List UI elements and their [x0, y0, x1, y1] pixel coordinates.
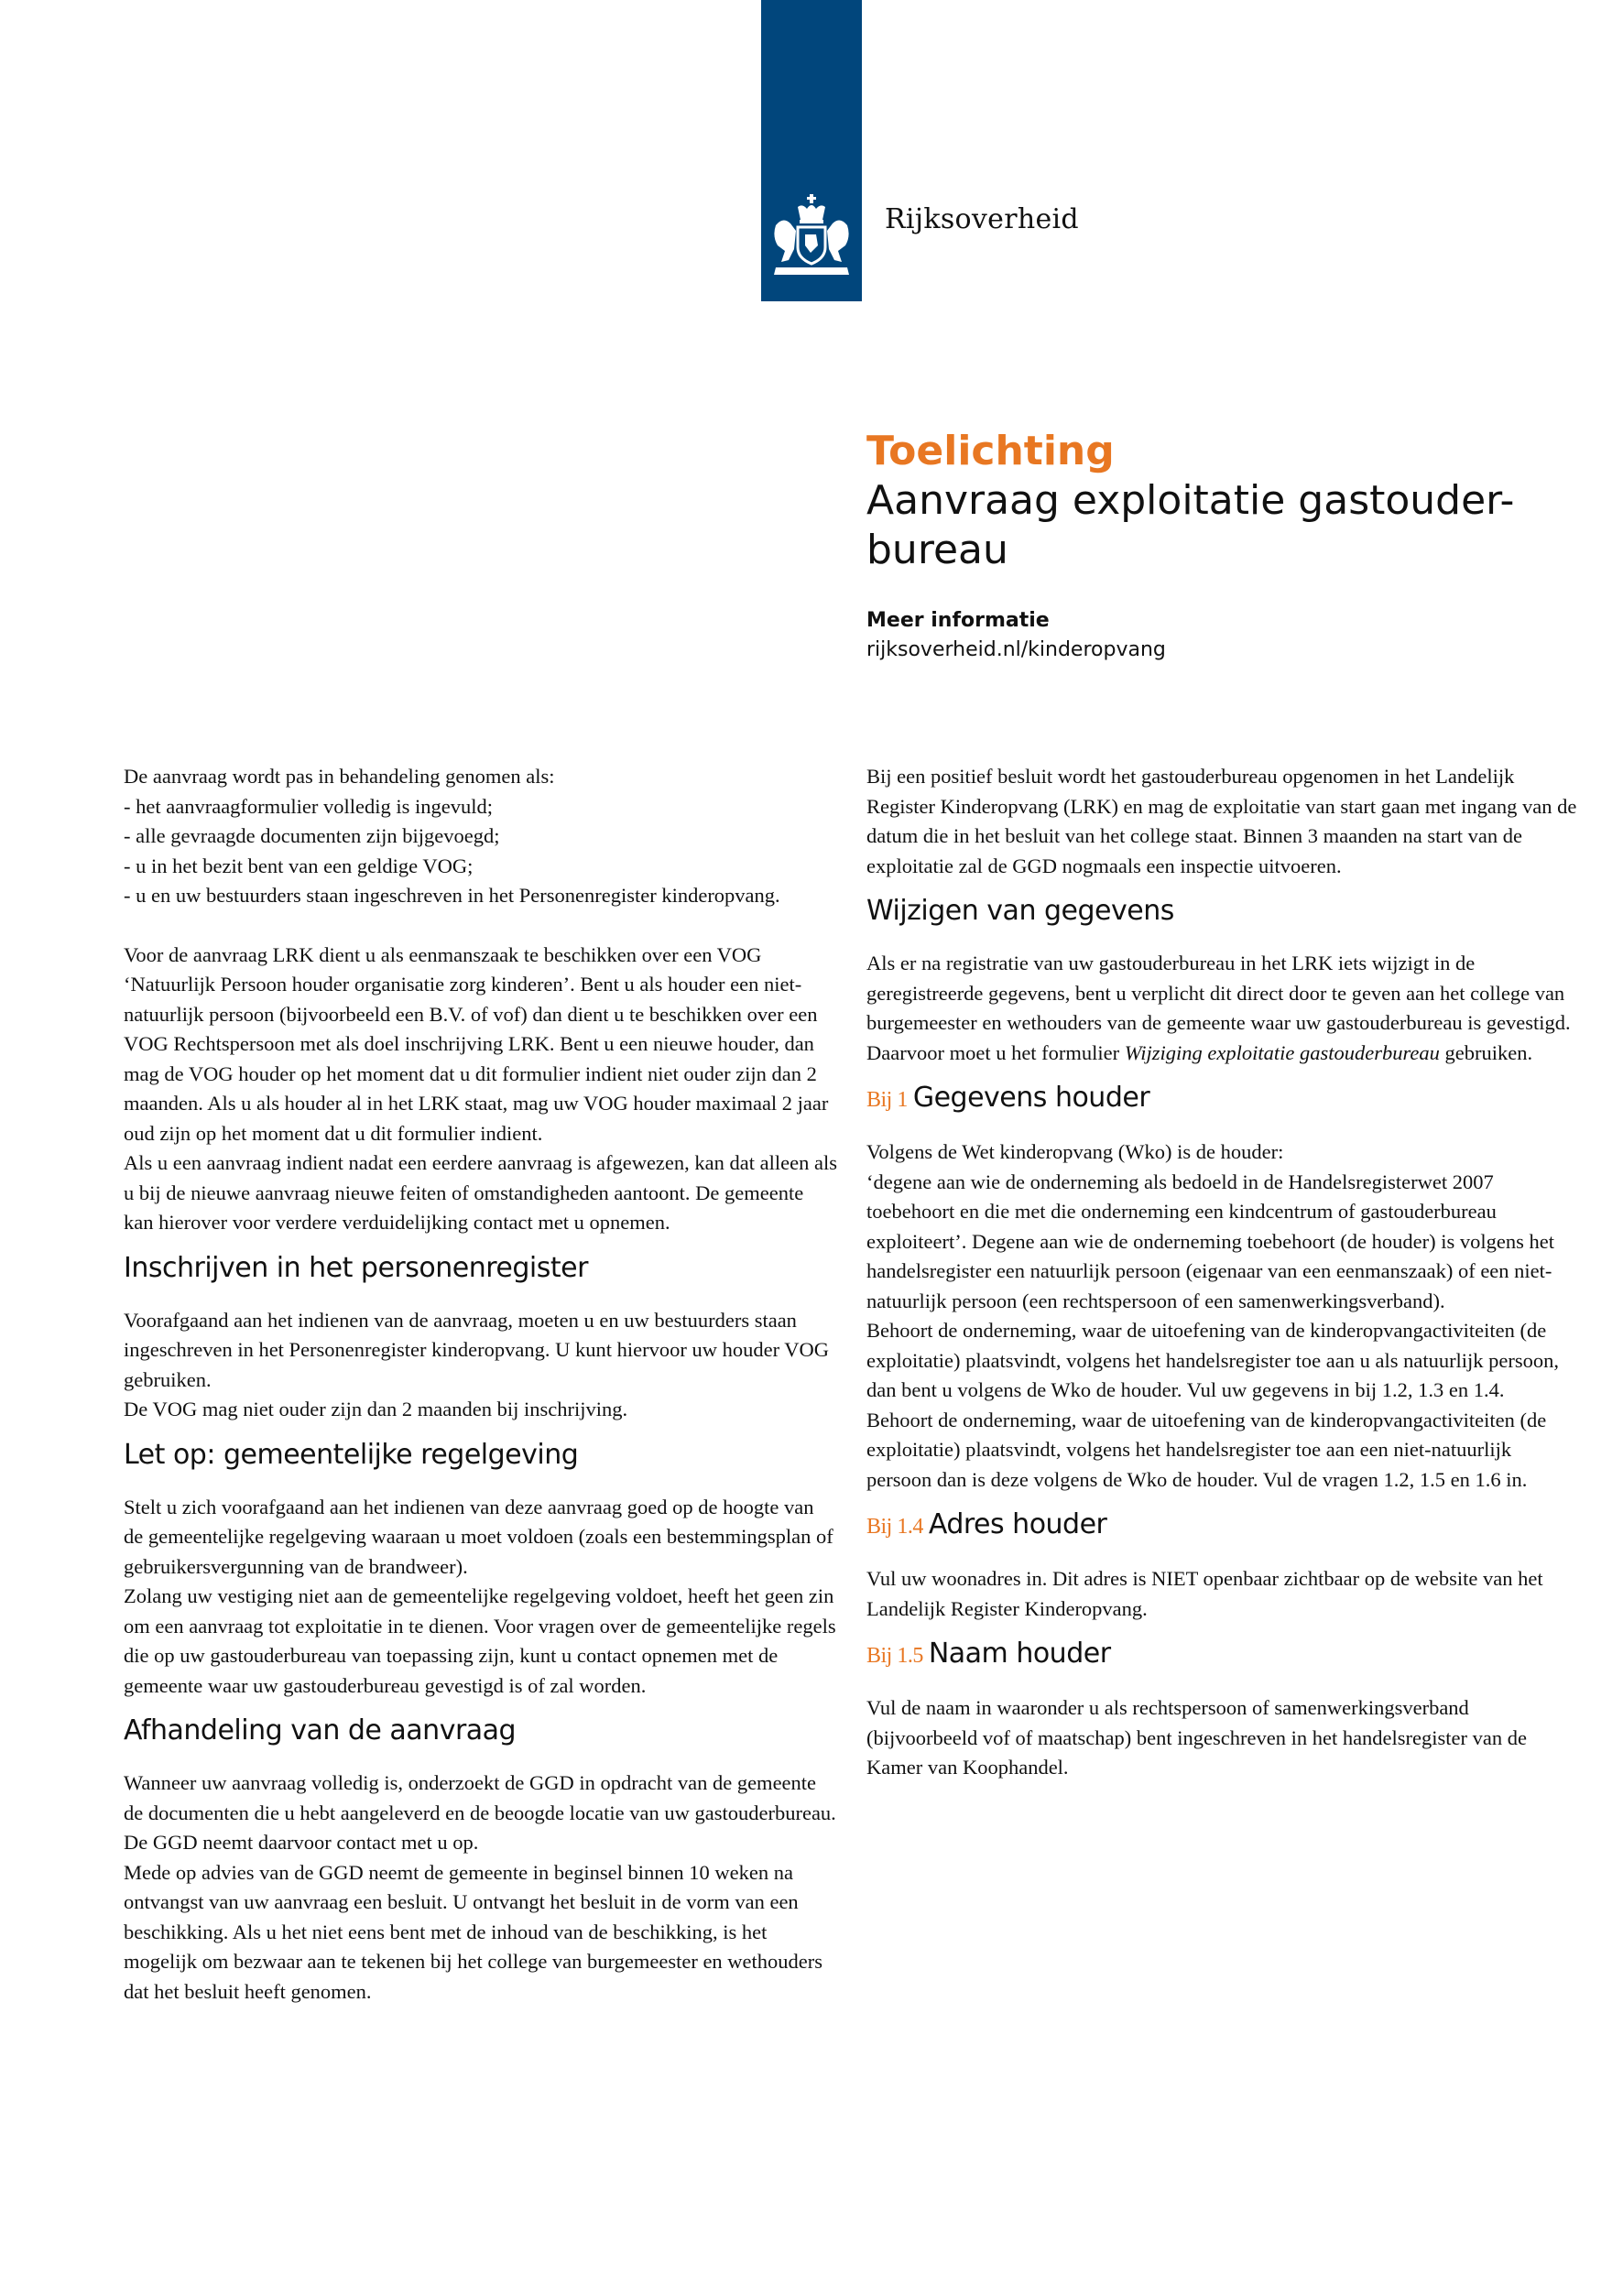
vog-paragraph: Voor de aanvraag LRK dient u als eenmanszaak te beschikken over een VOG ‘Natuurlijk Persoon houder organisatie zorg kinderen’. Bent u als houder een niet-natuurlijk persoon (bijvoorbeeld een B.V. of vof) dan dient u te beschikken over een VOG Rechtspersoon met als doel inschrijving LRK. Bent u een nieuwe houder, dan mag de VOG houder op het moment dat u dit formulier indient niet ouder zijn dan 2 maanden. Als u als houder al in het LRK staat, mag uw VOG houder maximaal 2 jaar oud zijn op het moment dat u dit formulier indient.	[124, 942, 829, 1145]
section-paragraph: Volgens de Wet kinderopvang (Wko) is de houder:	[866, 1140, 1284, 1163]
left-column	[124, 762, 838, 2007]
wijzigen-text-end: gebruiken.	[1439, 1040, 1533, 1064]
wijzigen-paragraph	[866, 949, 1581, 1068]
section-heading-bij-1-5	[866, 1637, 1581, 1673]
section-heading-bij-1	[866, 1081, 1581, 1117]
section-paragraph: Behoort de onderneming, waar de uitoefening van de kinderopvangactiviteiten (de exploitatie) plaatsvindt, volgens het handelsregister toe aan u als natuurlijk persoon, dan bent u volgens de Wko de houder. Vul uw gegevens in bij 1.2, 1.3 en 1.4.	[866, 1319, 1560, 1401]
question-ref: Bij 1.5	[866, 1644, 923, 1668]
requirement-item: - u en uw bestuurders staan ingeschreven in het Personenregister kinderopvang.	[124, 881, 838, 911]
requirement-item: - alle gevraagde documenten zijn bijgevoegd;	[124, 822, 838, 852]
coat-of-arms-icon	[770, 194, 853, 278]
more-info-label: Meer informatie	[866, 609, 1050, 632]
right-column	[866, 762, 1581, 1783]
requirement-item: - u in het bezit bent van een geldige VOG;	[124, 852, 838, 882]
section-paragraph: ‘degene aan wie de onderneming als bedoeld in de Handelsregisterwet 2007 toebehoort en die met die onderneming een kindcentrum of gastouderbureau exploiteert’. Degene aan wie de onderneming toebehoort (de houder) is volgens het handelsregister een natuurlijk persoon (eigenaar van een eenmanszaak) of een niet-natuurlijk persoon (een rechtspersoon of een samenwerkingsverband).	[866, 1170, 1554, 1312]
heading-text: Gegevens houder	[912, 1082, 1150, 1114]
rejected-application-paragraph: Als u een aanvraag indient nadat een eerdere aanvraag is afgewezen, kan dat alleen als u bij de nieuwe aanvraag nieuwe feiten of omstandigheden aantoont. De gemeente kan hierover voor verdere verduidelijking contact met u opnemen.	[124, 1151, 837, 1234]
heading-text: Adres houder	[928, 1508, 1107, 1540]
rijksoverheid-logo-bar	[761, 0, 862, 301]
section-heading-personenregister: Inschrijven in het personenregister	[124, 1251, 588, 1284]
document-kicker: Toelichting	[866, 428, 1115, 474]
requirement-item: - het aanvraagformulier volledig is ingevuld;	[124, 792, 838, 822]
wijzigen-text: Als er na registratie van uw gastouderbureau in het LRK iets wijzigt in de geregistreerde gegevens, bent u verplicht dit direct door te geven aan het college van burgemeester en wethouders van de gemeente waar uw gastouderbureau is gevestigd. Daarvoor moet u het formulier	[866, 952, 1571, 1064]
section-paragraph: Stelt u zich voorafgaand aan het indienen van deze aanvraag goed op de hoogte van de gemeentelijke regelgeving waaraan u moet voldoen (zoals een bestemmingsplan of gebruikersvergunning van de brandweer).	[124, 1495, 833, 1578]
brand-name: Rijksoverheid	[885, 203, 1079, 235]
section-paragraph: Vul de naam in waaronder u als rechtspersoon of samenwerkingsverband (bijvoorbeeld vof of maatschap) bent ingeschreven in het handelsregister van de Kamer van Koophandel.	[866, 1696, 1527, 1779]
section-paragraph: Zolang uw vestiging niet aan de gemeentelijke regelgeving voldoet, heeft het geen zin om een aanvraag tot exploitatie in te dienen. Voor vragen over de gemeentelijke regels die op uw gastouderbureau van toepassing zijn, kunt u contact opnemen met de gemeente waar uw gastouderbureau gevestigd is of zal worden.	[124, 1584, 836, 1697]
section-paragraph: Vul uw woonadres in. Dit adres is NIET openbaar zichtbaar op de website van het Landelijk Register Kinderopvang.	[866, 1567, 1543, 1620]
section-heading-wijzigen: Wijzigen van gegevens	[866, 895, 1174, 927]
title-block	[866, 427, 1581, 665]
section-heading-afhandeling: Afhandeling van de aanvraag	[124, 1714, 517, 1746]
heading-text: Naam houder	[928, 1638, 1111, 1670]
section-paragraph: Wanneer uw aanvraag volledig is, onderzoekt de GGD in opdracht van de gemeente de documenten die u hebt aangeleverd en de beoogde locatie van uw gastouderbureau. De GGD neemt daarvoor contact met u op.	[124, 1771, 836, 1854]
form-name-italic: Wijziging exploitatie gastouderbureau	[1124, 1040, 1440, 1064]
positive-decision-paragraph: Bij een positief besluit wordt het gastouderbureau opgenomen in het Landelijk Register Kinderopvang (LRK) en mag de exploitatie van start gaan met ingang van de datum die in het besluit van het college staat. Binnen 3 maanden na start van de exploitatie zal de GGD nogmaals een inspectie uitvoeren.	[866, 765, 1577, 877]
more-info-link[interactable]: rijksoverheid.nl/kinderopvang	[866, 638, 1166, 661]
document-title-line-1: Aanvraag exploitatie gastouder-	[866, 477, 1515, 524]
requirements-list	[124, 792, 838, 911]
section-heading-bij-1-4	[866, 1507, 1581, 1544]
question-ref: Bij 1.4	[866, 1515, 923, 1539]
section-paragraph: De VOG mag niet ouder zijn dan 2 maanden bij inschrijving.	[124, 1398, 628, 1420]
section-heading-regelgeving: Let op: gemeentelijke regelgeving	[124, 1438, 579, 1471]
section-paragraph: Behoort de onderneming, waar de uitoefening van de kinderopvangactiviteiten (de exploitatie) plaatsvindt, volgens het handelsregister toe aan een niet-natuurlijk persoon dan is deze volgens de Wko de houder. Vul de vragen 1.2, 1.5 en 1.6 in.	[866, 1408, 1547, 1491]
section-paragraph: Mede op advies van de GGD neemt de gemeente in beginsel binnen 10 weken na ontvangst van uw aanvraag een besluit. U ontvangt het besluit in de vorm van een beschikking. Als u het niet eens bent met de inhoud van de beschikking, is het mogelijk om bezwaar aan te tekenen bij het college van burgemeester en wethouders dat het besluit heeft genomen.	[124, 1860, 823, 2003]
requirements-intro: De aanvraag wordt pas in behandeling genomen als:	[124, 765, 555, 788]
section-paragraph: Voorafgaand aan het indienen van de aanvraag, moeten u en uw bestuurders staan ingeschreven in het Personenregister kinderopvang. U kunt hiervoor uw houder VOG gebruiken.	[124, 1308, 830, 1391]
question-ref: Bij 1	[866, 1088, 908, 1112]
document-title-line-2: bureau	[866, 527, 1008, 573]
